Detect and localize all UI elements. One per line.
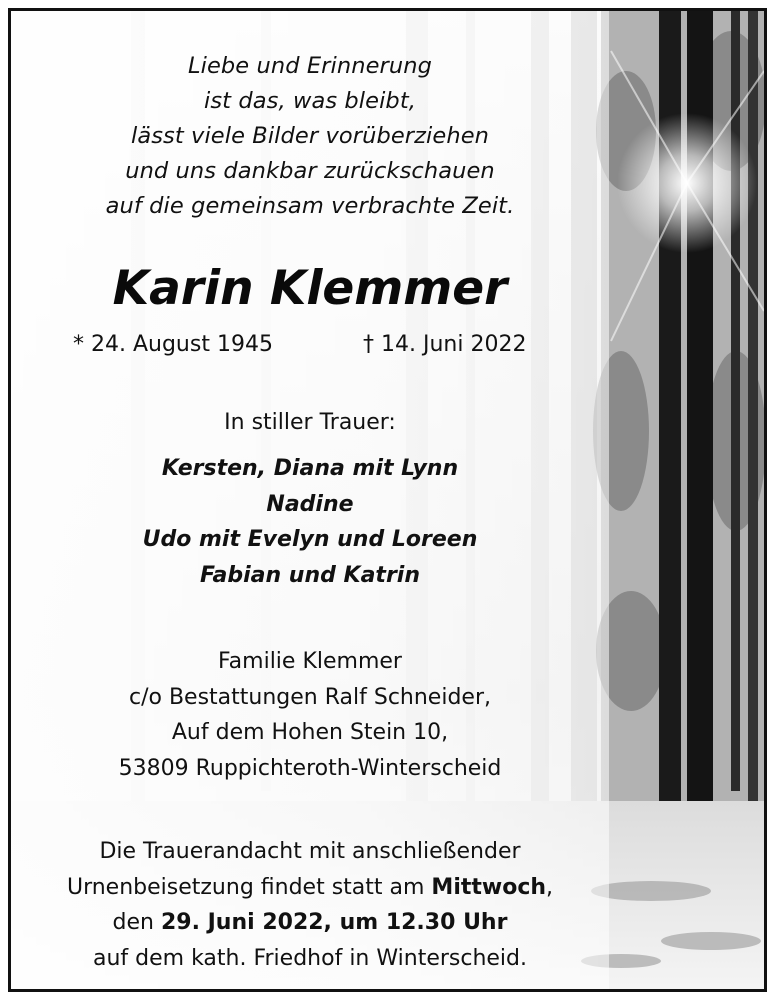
- notice-text: den: [112, 910, 161, 935]
- memorial-poem: [11, 49, 609, 224]
- address-line: Familie Klemmer: [218, 649, 402, 674]
- deceased-name: Karin Klemmer: [112, 261, 508, 316]
- notice-text: ,: [546, 874, 554, 900]
- mourners-list: [11, 451, 609, 593]
- notice-weekday: Mittwoch: [431, 874, 547, 900]
- notice-line: [11, 905, 609, 941]
- poem-line: auf die gemeinsam verbrachte Zeit.: [105, 193, 515, 219]
- obituary-card: [8, 8, 767, 992]
- notice-date-time: 29. Juni 2022, um 12.30 Uhr: [160, 910, 508, 935]
- address-line: 53809 Ruppichteroth-Winterscheid: [118, 755, 502, 781]
- death-date: † 14. Juni 2022: [363, 332, 527, 357]
- notice-text: Urnenbeisetzung findet statt am: [66, 874, 432, 900]
- mourner-name: Nadine: [266, 491, 354, 517]
- funeral-notice: [11, 834, 609, 976]
- poem-line: Liebe und Erinnerung: [188, 53, 432, 79]
- notice-line: [11, 870, 609, 906]
- mourner-name: Udo mit Evelyn und Loreen: [142, 527, 478, 552]
- address-line: Auf dem Hohen Stein 10,: [171, 720, 449, 745]
- poem-line: lässt viele Bilder vorüberziehen: [130, 123, 489, 149]
- mourning-label: In stiller Trauer:: [224, 410, 396, 435]
- birth-date: * 24. August 1945: [73, 332, 273, 357]
- notice-line: auf dem kath. Friedhof in Winterscheid.: [92, 945, 528, 971]
- poem-line: und uns dankbar zurückschauen: [125, 158, 495, 184]
- contact-address: [11, 644, 609, 786]
- mourner-name: Kersten, Diana mit Lynn: [161, 456, 459, 481]
- poem-line: ist das, was bleibt,: [204, 88, 416, 114]
- notice-line: Die Trauerandacht mit anschließender: [99, 839, 521, 864]
- address-line: c/o Bestattungen Ralf Schneider,: [128, 684, 491, 710]
- mourner-name: Fabian und Katrin: [200, 562, 420, 588]
